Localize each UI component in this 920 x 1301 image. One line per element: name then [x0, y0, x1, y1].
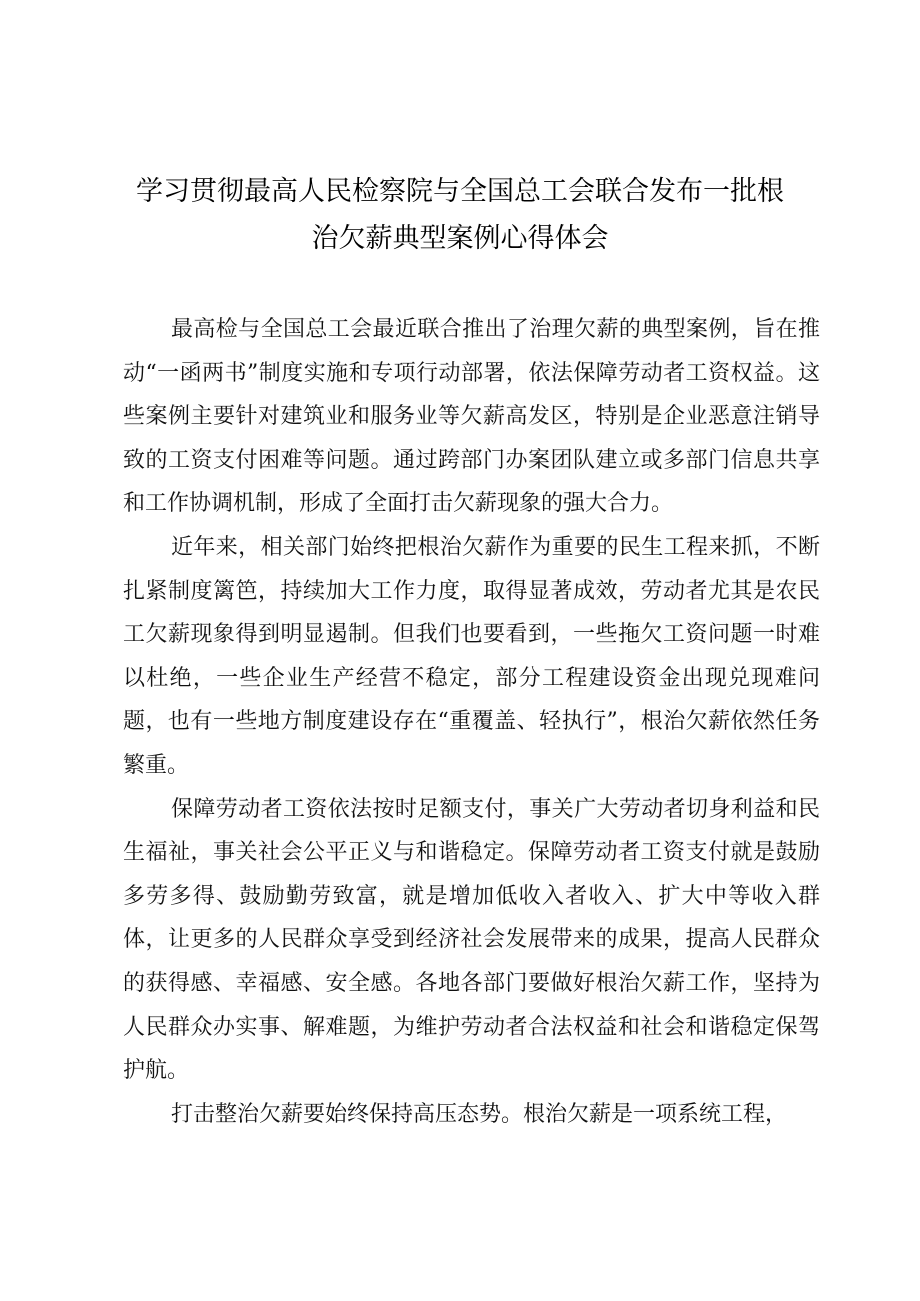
- title-line-2: 治欠薪典型案例心得体会: [311, 223, 609, 254]
- paragraph-1: 最高检与全国总工会最近联合推出了治理欠薪的典型案例，旨在推动“一函两书”制度实施和专项行动部署，依法保障劳动者工资权益。这些案例主要针对建筑业和服务业等欠薪高发区，特别是企业恶意注销导致的工资支付困难等问题。通过跨部门办案团队建立或多部门信息共享和工作协调机制，形成了全面打击欠薪现象的强大合力。: [123, 317, 820, 517]
- title-line-1: 学习贯彻最高人民检察院与全国总工会联合发布一批根: [136, 176, 784, 207]
- paragraph-2: 近年来，相关部门始终把根治欠薪作为重要的民生工程来抓，不断扎紧制度篱笆，持续加大工作力度，取得显著成效，劳动者尤其是农民工欠薪现象得到明显遏制。但我们也要看到，一些拖欠工资问题一时难以杜绝，一些企业生产经营不稳定，部分工程建设资金出现兑现难问题，也有一些地方制度建设存在“重覆盖、轻执行”，根治欠薪依然任务繁重。: [123, 534, 820, 778]
- paragraph-3: 保障劳动者工资依法按时足额支付，事关广大劳动者切身利益和民生福祉，事关社会公平正义与和谐稳定。保障劳动者工资支付就是鼓励多劳多得、鼓励勤劳致富，就是增加低收入者收入、扩大中等收入群体，让更多的人民群众享受到经济社会发展带来的成果，提高人民群众的获得感、幸福感、安全感。各地各部门要做好根治欠薪工作，坚持为人民群众办实事、解难题，为维护劳动者合法权益和社会和谐稳定保驾护航。: [123, 796, 820, 1084]
- document-body: [123, 308, 820, 1136]
- document-title: [100, 168, 820, 262]
- paragraph-4: 打击整治欠薪要始终保持高压态势。根治欠薪是一项系统工程，: [171, 1101, 788, 1127]
